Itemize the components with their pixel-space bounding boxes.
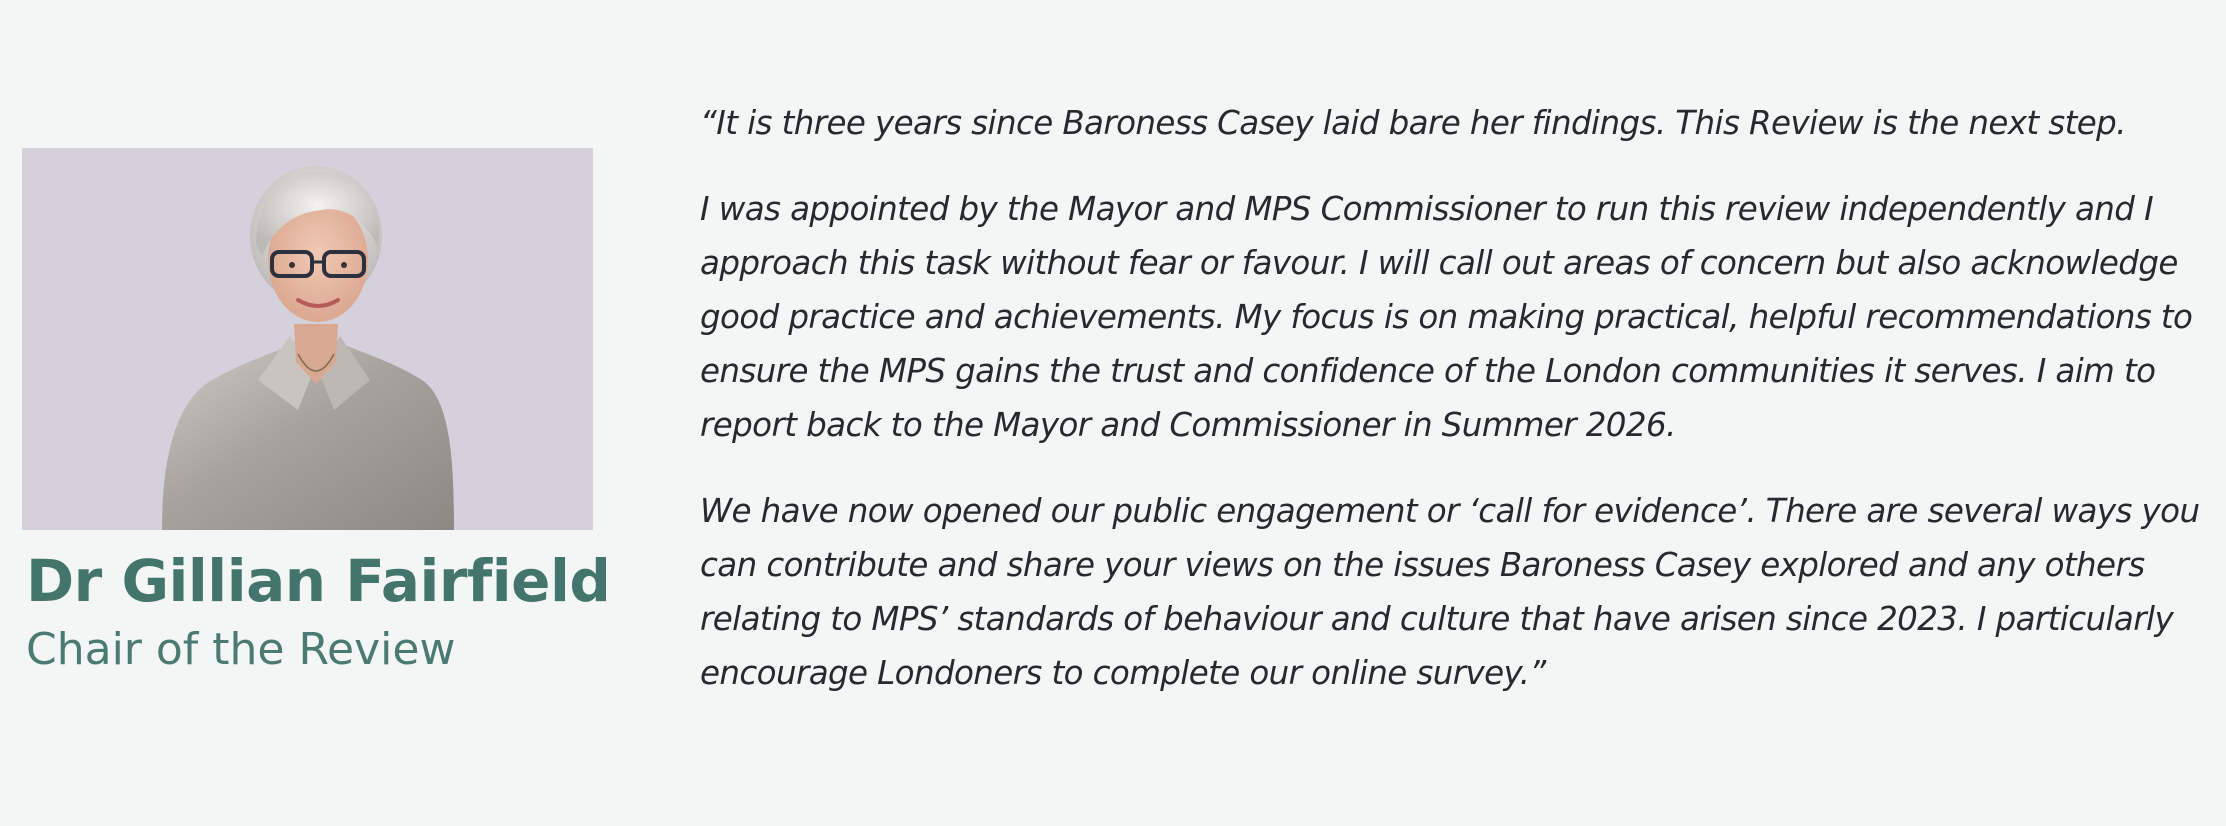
quote-paragraph: We have now opened our public engagement or ‘call for evidence’. There are several ways you can contribute and share your views on the issues Baroness Casey explored and any others relating to MPS’ standards of behaviour and culture that have arisen since 2023. I particularly encourage Londoners to complete our online survey.” xyxy=(700,492,2200,692)
quote-paragraph: I was appointed by the Mayor and MPS Commissioner to run this review independently and I approach this task without fear or favour. I will call out areas of concern but also acknowledge good practice and achievements. My focus is on making practical, helpful recommendations to ensure the MPS gains the trust and confidence of the London communities it serves. I aim to report back to the Mayor and Commissioner in Summer 2026. xyxy=(700,190,2193,444)
chair-quote xyxy=(700,96,2200,732)
chair-name: Dr Gillian Fairfield xyxy=(26,547,611,615)
chair-portrait-photo xyxy=(22,148,593,530)
chair-role: Chair of the Review xyxy=(26,624,456,675)
chair-profile xyxy=(22,148,611,678)
quote-paragraph: “It is three years since Baroness Casey laid bare her findings. This Review is the next step. xyxy=(700,104,2126,142)
